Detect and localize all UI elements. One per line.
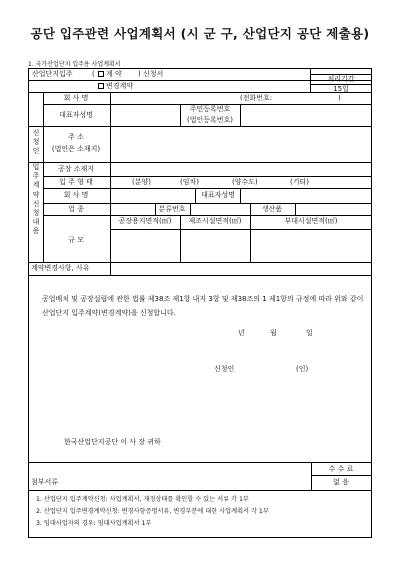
contract-option[interactable]: [98, 71, 122, 78]
industry-label: 업 종: [68, 205, 84, 213]
applicant-section-label: 신 청 인: [32, 129, 40, 156]
occupancy-type-sale: (분양): [132, 178, 151, 186]
contract-checkbox[interactable]: [98, 71, 104, 77]
classification-label: 분류번호: [158, 205, 186, 213]
date-day: 일: [306, 329, 313, 337]
change-option[interactable]: [98, 83, 133, 90]
attachment-item: 3. 임대사업자의 경우: 임대사업계획서 1부: [36, 520, 152, 527]
contract-company-label: 회 사 명: [63, 191, 89, 199]
corp-number-label: (법인등록번호): [186, 116, 234, 124]
building-area-label: 제조시설면적(㎡): [188, 217, 242, 225]
contract-representative-label: 대표자성명: [201, 191, 235, 199]
date-year: 년: [238, 329, 245, 337]
factory-area-label: 공장용지면적(㎡): [118, 217, 172, 225]
applicant-phone-label: (전화번호:: [240, 94, 273, 102]
form-subtitle: 1. 국가산업단지 입주용 사업계획서: [28, 61, 121, 68]
applicant-company-label: 회 사 명: [63, 94, 89, 102]
recipient: 한국산업단지공단 이 사 장 귀하: [64, 438, 161, 446]
fee-value: 없 음: [333, 478, 349, 486]
attachment-item: 2. 산업단지 입주변경계약신청: 변경사항증명서류, 변경부분에 대한 사업계획서 각 1부: [36, 508, 269, 515]
applicant-address-label: 주 소: [68, 133, 84, 141]
auxiliary-area-label: 부대시설면적(㎡): [284, 217, 338, 225]
occupancy-type-other: (기타): [290, 178, 309, 186]
change-checkbox[interactable]: [98, 83, 104, 89]
processing-days: 15일: [333, 85, 349, 93]
change-option-label: 변경계약: [106, 82, 134, 90]
date-month: 월: [270, 329, 277, 337]
occupancy-type-lease: (임차): [180, 178, 199, 186]
applicant-representative-label: 대표자성명: [59, 111, 93, 119]
signature-label: 신청인: [214, 365, 235, 373]
application-suffix: ) 신청서: [138, 70, 164, 78]
application-label: 산업단지입주: [32, 70, 73, 78]
contract-section-label: 입 주 계 약 신 청 내 용: [32, 163, 40, 236]
fee-label: 수 수 료: [328, 465, 354, 473]
applicant-corp-location-label: (법인은 소재지): [51, 145, 101, 153]
processing-label: 처리기간: [327, 75, 355, 83]
attachment-item: 1. 산업단지 입주계약신청: 사업계획서, 재정상태를 확인할 수 있는 서류 각 1부: [36, 496, 249, 503]
applicant-phone-close: ): [338, 94, 341, 102]
declaration-text: 공업배치 및 공장설립에 관한 법률 제38조 제1항 내지 3항 및 제38조의 1 제1항의 규정에 따라 위와 같이 산업단지 입주계약(변경계약)을 신청합니다.: [42, 295, 364, 317]
seal-mark: (인): [296, 365, 309, 373]
resident-number-label: 주민등록번호: [189, 105, 231, 113]
occupancy-type-label: 입 주 형 태: [59, 178, 93, 186]
scale-label: 규 모: [68, 236, 84, 244]
occupancy-type-transfer: (양수도): [232, 178, 258, 186]
product-label: 생산품: [261, 205, 283, 213]
open-paren: (: [92, 70, 95, 78]
form-title: 공단 입주관련 사업계획서 (시 군 구, 산업단지 공단 제출용): [30, 26, 370, 41]
attachments-label: 첨부서류: [31, 478, 59, 486]
change-reason-label: 계약변경사항, 사유: [31, 264, 90, 272]
factory-location-label: 공장 소재지: [57, 165, 95, 173]
contract-option-label: 계 약: [106, 70, 122, 78]
